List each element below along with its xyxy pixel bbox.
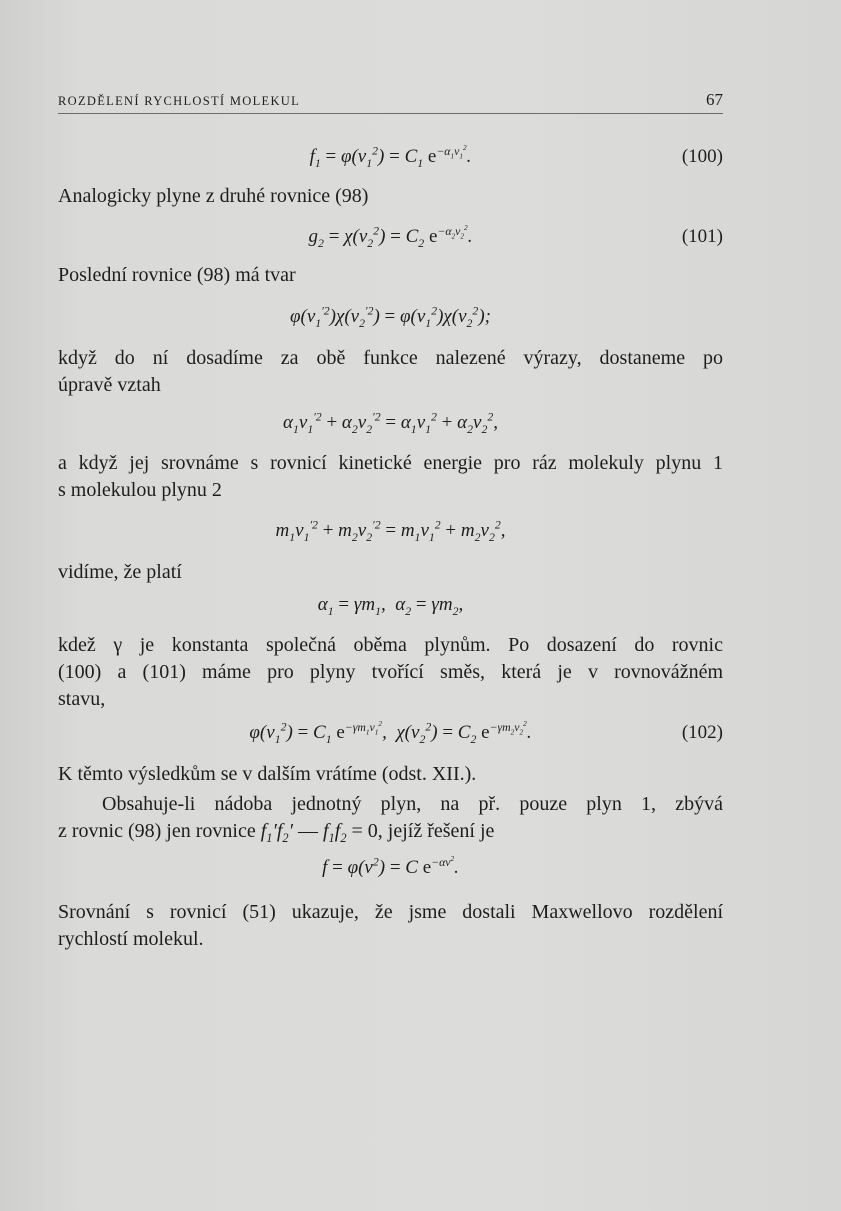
running-title: ROZDĚLENÍ RYCHLOSTÍ MOLEKUL	[58, 94, 301, 108]
paragraph-vysledkum: K těmto výsledkům se v dalším vrátíme (odst. XII.).	[58, 763, 477, 785]
page-number: 67	[706, 90, 723, 109]
paragraph-dosadime-line1: když do ní dosadíme za obě funkce nalezené výrazy, dostaneme po	[58, 347, 723, 369]
equation-product: $\varphi(v_1^{'2})\chi(v_2^{'2}) = \varphi(v_1^2)\chi(v_2^2)$;	[290, 304, 491, 330]
paragraph-obsahuje-line2	[58, 818, 723, 845]
paragraph-analogicky: Analogicky plyne z druhé rovnice (98)	[58, 185, 369, 207]
equation-energy: $m_1v_1^{'2} + m_2v_2^{'2} = m_1v_1^2 + m_2v_2^2$,	[275, 518, 506, 544]
equation-gamma: $\alpha_1 = \gamma m_1$, $\alpha_2 = \gamma m_2$,	[317, 594, 464, 618]
equation-100: $f_1 = \varphi(v_1^2) = C_1$ $e^{-\alpha_1v_1^2}$.	[309, 142, 472, 170]
paragraph-posledni: Poslední rovnice (98) má tvar	[58, 264, 296, 286]
paragraph-dosadime-line2: úpravě vztah	[58, 374, 161, 396]
paragraph-srovname-line1: a když jej srovnáme s rovnicí kinetické energie pro ráz molekuly plynu 1	[58, 452, 723, 474]
paragraph-kdez-line1: kdež γ je konstanta společná oběma plynům. Po dosazení do rovnic	[58, 634, 723, 656]
equation-number-100: (100)	[681, 146, 723, 167]
equation-number-101: (101)	[681, 226, 723, 247]
equation-102: $\varphi(v_1^2) = C_1$ $e^{-\gamma m_1v_1^2}$, $\chi(v_2^2) = C_2$ $e^{-\gamma m_2v_2^2}$.	[249, 718, 532, 746]
paragraph-srovname-line2: s molekulou plynu 2	[58, 479, 222, 501]
equation-single: $f = \varphi(v^2) = C$ $e^{-\alpha v^2}$.	[322, 853, 459, 878]
inline-text-a: z rovnic (98) jen rovnice	[58, 820, 256, 842]
paragraph-srovnani-line2: rychlostí molekul.	[58, 928, 204, 950]
inline-text-b: jejíž řešení je	[387, 820, 495, 842]
equation-alpha: $\alpha_1v_1^{'2} + \alpha_2v_2^{'2} = \alpha_1v_1^2 + \alpha_2v_2^2$,	[283, 410, 498, 436]
running-header	[58, 90, 723, 114]
paragraph-kdez-line3: stavu,	[58, 688, 106, 710]
equation-101: $g_2 = \chi(v_2^2) = C_2$ $e^{-\alpha_2v_2^2}$.	[308, 222, 473, 250]
paragraph-srovnani-line1: Srovnání s rovnicí (51) ukazuje, že jsme dostali Maxwellovo rozdělení	[58, 901, 723, 923]
paragraph-vidime: vidíme, že platí	[58, 561, 182, 583]
paragraph-kdez-line2: (100) a (101) máme pro plyny tvořící směs, která je v rovnovážném	[58, 661, 723, 683]
inline-equation: $f_1'f_2'$ — $f_1f_2 = 0$,	[260, 820, 383, 845]
equation-number-102: (102)	[681, 722, 723, 743]
paragraph-obsahuje-line1: Obsahuje-li nádoba jednotný plyn, na př. pouze plyn 1, zbývá	[102, 793, 723, 815]
